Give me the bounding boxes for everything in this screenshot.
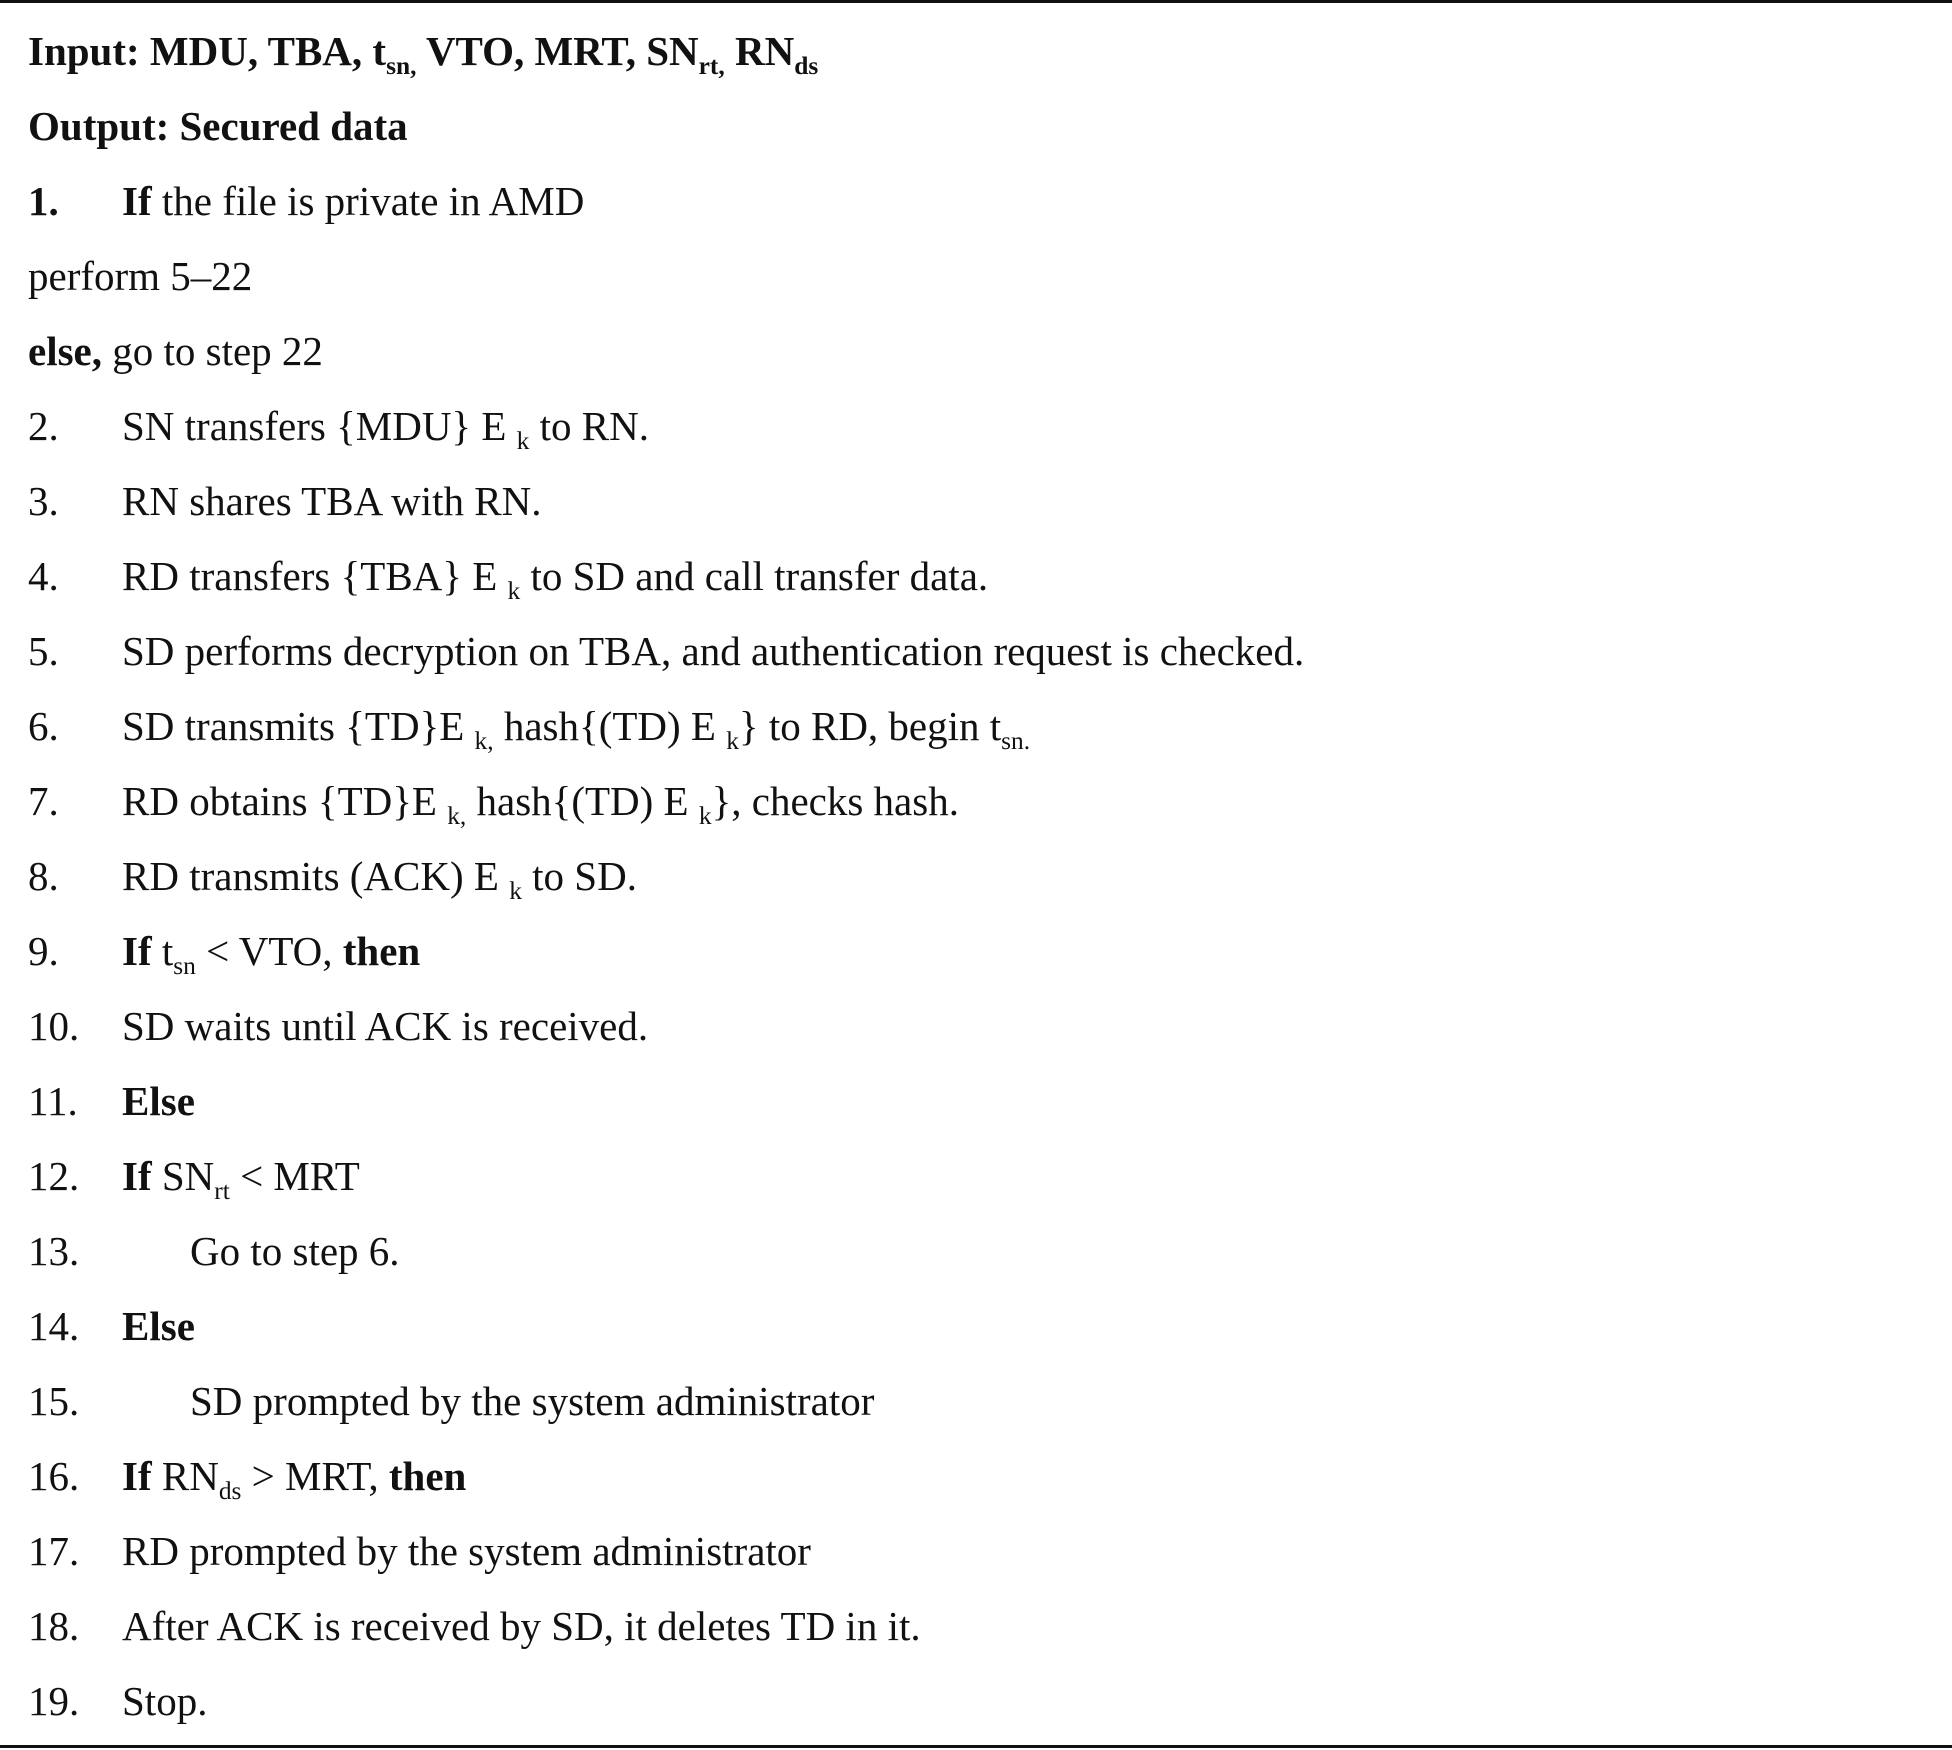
step-text: Go to step 6. xyxy=(190,1228,400,1274)
subscript: rt xyxy=(214,1176,230,1205)
step-14 xyxy=(28,1296,195,1356)
step-number: 6. xyxy=(28,703,59,749)
keyword-if: If xyxy=(122,928,152,974)
step-text: perform 5–22 xyxy=(28,253,253,299)
step-text: to SD. xyxy=(521,853,637,899)
step-text: go to step 22 xyxy=(102,328,323,374)
step-text: > MRT, xyxy=(241,1453,389,1499)
step-text: SD prompted by the system administrator xyxy=(190,1378,875,1424)
keyword-then: then xyxy=(342,928,421,974)
step-text: RD prompted by the system administrator xyxy=(122,1528,811,1574)
step-number: 1. xyxy=(28,178,59,224)
keyword-if: If xyxy=(122,1453,152,1499)
input-mid: VTO, MRT, SN xyxy=(416,28,699,74)
step-text: SN transfers {MDU} E xyxy=(122,403,517,449)
input-rnds-subscript: ds xyxy=(794,51,819,80)
step-12 xyxy=(28,1146,360,1206)
keyword-else: Else xyxy=(122,1078,195,1124)
step-number: 10. xyxy=(28,1003,80,1049)
keyword-else: Else xyxy=(122,1303,195,1349)
step-19 xyxy=(28,1671,207,1731)
step-2 xyxy=(28,396,649,456)
input-tsn-subscript: sn, xyxy=(386,51,417,80)
step-6 xyxy=(28,696,1030,756)
step-5 xyxy=(28,621,1304,681)
keyword-then: then xyxy=(388,1453,467,1499)
step-text: RD obtains {TD}E xyxy=(122,778,448,824)
step-number: 8. xyxy=(28,853,59,899)
input-label: Input: MDU, TBA, t xyxy=(28,28,387,74)
subscript: k, xyxy=(474,726,494,755)
step-16 xyxy=(28,1446,466,1506)
step-8 xyxy=(28,846,637,906)
subscript: k xyxy=(516,426,530,455)
step-number: 5. xyxy=(28,628,59,674)
step-number: 11. xyxy=(28,1078,78,1124)
step-text: After ACK is received by SD, it deletes TD in it. xyxy=(122,1603,921,1649)
step-text: }, checks hash. xyxy=(711,778,959,824)
step-17 xyxy=(28,1521,811,1581)
step-10 xyxy=(28,996,648,1056)
step-number: 9. xyxy=(28,928,59,974)
step-text: SD waits until ACK is received. xyxy=(122,1003,649,1049)
step-number: 16. xyxy=(28,1453,80,1499)
step-text: SN xyxy=(151,1153,215,1199)
step-number: 2. xyxy=(28,403,59,449)
step-7 xyxy=(28,771,959,831)
step-1-perform xyxy=(28,246,252,306)
step-1 xyxy=(28,171,584,231)
step-number: 15. xyxy=(28,1378,80,1424)
step-number: 18. xyxy=(28,1603,80,1649)
step-number: 17. xyxy=(28,1528,80,1574)
step-3 xyxy=(28,471,542,531)
subscript: ds xyxy=(218,1476,242,1505)
step-18 xyxy=(28,1596,921,1656)
subscript: k, xyxy=(447,801,467,830)
step-4 xyxy=(28,546,988,606)
step-text: SD performs decryption on TBA, and authentication request is checked. xyxy=(122,628,1305,674)
step-number: 13. xyxy=(28,1228,80,1274)
keyword-if: If xyxy=(122,1153,152,1199)
subscript: k xyxy=(509,876,522,905)
step-text: } to RD, begin t xyxy=(738,703,1002,749)
step-9 xyxy=(28,921,420,981)
keyword-else: else, xyxy=(28,328,102,374)
top-rule xyxy=(0,0,1952,3)
output-line xyxy=(28,96,408,156)
input-rn: RN xyxy=(724,28,795,74)
step-number: 12. xyxy=(28,1153,80,1199)
step-text: to RN. xyxy=(529,403,649,449)
subscript: k xyxy=(507,576,521,605)
bottom-rule xyxy=(0,1745,1952,1748)
step-text: t xyxy=(151,928,174,974)
subscript: k xyxy=(698,801,712,830)
output-label: Output: Secured data xyxy=(28,103,408,149)
subscript: sn xyxy=(173,951,196,980)
step-number: 14. xyxy=(28,1303,80,1349)
step-15 xyxy=(28,1371,874,1431)
keyword-if: If xyxy=(122,178,152,224)
step-text: < VTO, xyxy=(195,928,343,974)
step-number: 19. xyxy=(28,1678,80,1724)
step-text: hash{(TD) E xyxy=(493,703,727,749)
step-number: 7. xyxy=(28,778,59,824)
step-text: SD transmits {TD}E xyxy=(122,703,475,749)
step-text: RD transfers {TBA} E xyxy=(122,553,508,599)
step-13 xyxy=(28,1221,400,1281)
step-11 xyxy=(28,1071,195,1131)
step-text: RD transmits (ACK) E xyxy=(122,853,510,899)
step-text: to SD and call transfer data. xyxy=(520,553,989,599)
step-text: hash{(TD) E xyxy=(466,778,699,824)
step-number: 4. xyxy=(28,553,59,599)
step-text: Stop. xyxy=(122,1678,208,1724)
step-number: 3. xyxy=(28,478,59,524)
subscript: k xyxy=(726,726,739,755)
step-1-else xyxy=(28,321,323,381)
step-text: < MRT xyxy=(229,1153,360,1199)
subscript: sn. xyxy=(1001,726,1031,755)
input-line xyxy=(28,21,818,81)
input-snrt-subscript: rt, xyxy=(698,51,725,80)
step-text: the file is private in AMD xyxy=(151,178,585,224)
step-text: RN shares TBA with RN. xyxy=(122,478,542,524)
step-text: RN xyxy=(151,1453,219,1499)
